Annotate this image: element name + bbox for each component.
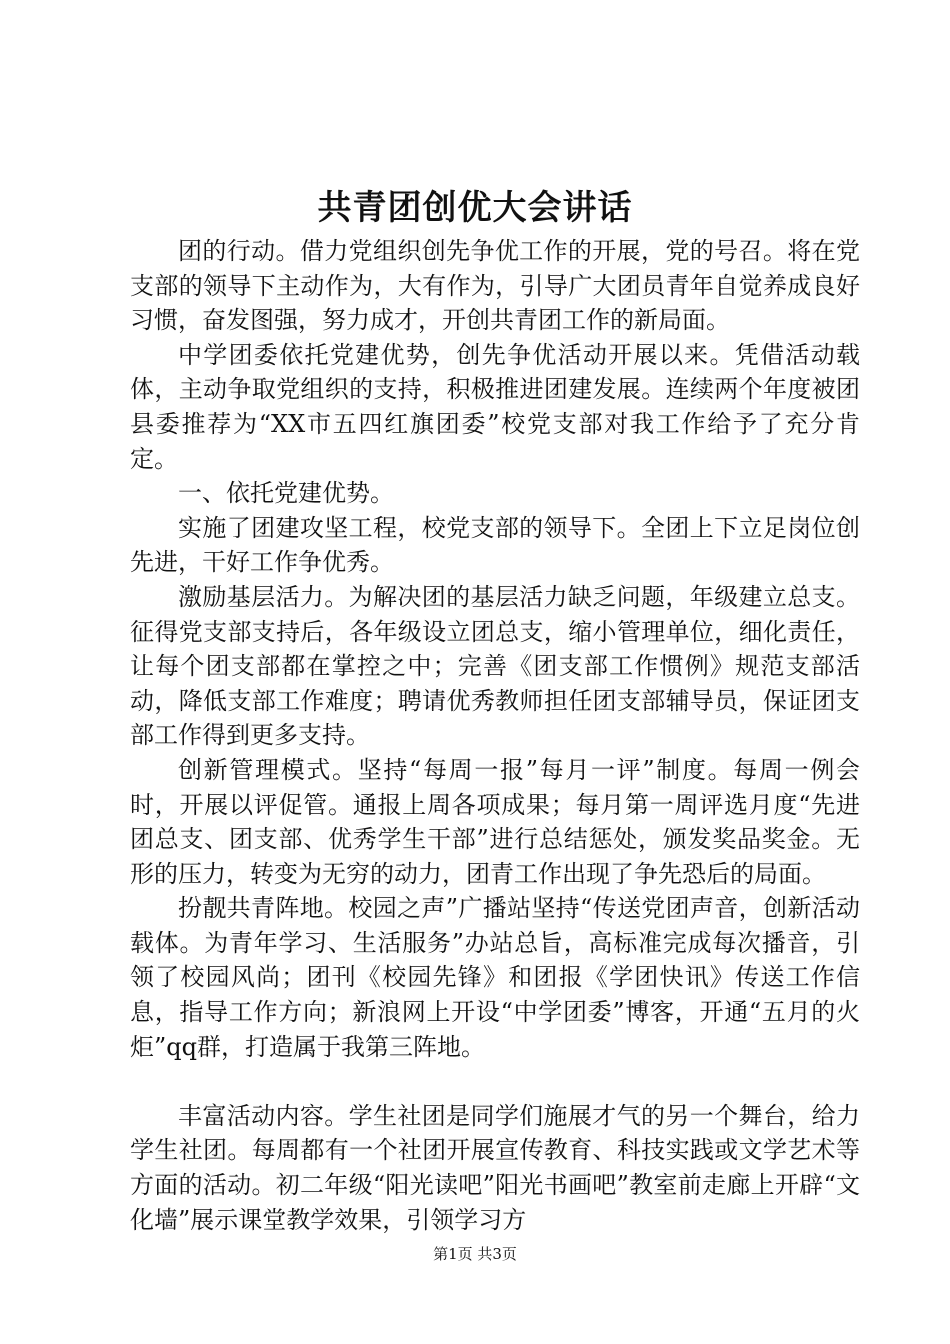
paragraph: 实施了团建攻坚工程，校党支部的领导下。全团上下立足岗位创先进，干好工作争优秀。 — [130, 513, 860, 577]
page-title: 共青团创优大会讲话 — [317, 188, 633, 228]
paragraph: 扮靓共青阵地。校园之声”广播站坚持“传送党团声音，创新活动载体。为青年学习、生活服务”办站总旨，高标准完成每次播音，引领了校园风尚；团刊《校园先锋》和团报《学团快讯》传送工作信息，指导工作方向；新浪网上开设“中学团委”博客，开通“五月的火炬”qq群，打造属于我第三阵地。 — [130, 894, 860, 1061]
section-heading: 一、依托党建优势。 — [178, 479, 394, 508]
paragraph: 激励基层活力。为解决团的基层活力缺乏问题，年级建立总支。征得党支部支持后，各年级设立团总支，缩小管理单位，细化责任，让每个团支部都在掌控之中；完善《团支部工作惯例》规范支部活动，降低支部工作难度；聘请优秀教师担任团支部辅导员，保证团支部工作得到更多支持。 — [130, 582, 860, 750]
page-footer: 第1页 共3页 — [433, 1245, 517, 1263]
paragraph: 团的行动。借力党组织创先争优工作的开展，党的号召。将在党支部的领导下主动作为，大有作为，引导广大团员青年自觉养成良好习惯，奋发图强，努力成才，开创共青团工作的新局面。 — [130, 237, 860, 335]
paragraph: 创新管理模式。坚持“每周一报”每月一评”制度。每周一例会时，开展以评促管。通报上周各项成果；每月第一周评选月度“先进团总支、团支部、优秀学生干部”进行总结惩处，颁发奖品奖金。无形的压力，转变为无穷的动力，团青工作出现了争先恐后的局面。 — [130, 755, 860, 888]
paragraph: 中学团委依托党建优势，创先争优活动开展以来。凭借活动载体，主动争取党组织的支持，积极推进团建发展。连续两个年度被团县委推荐为“XX市五四红旗团委”校党支部对我工作给予了充分肯定。 — [130, 340, 860, 473]
paragraph: 丰富活动内容。学生社团是同学们施展才气的另一个舞台，给力学生社团。每周都有一个社团开展宣传教育、科技实践或文学艺术等方面的活动。初二年级“阳光读吧”阳光书画吧”教室前走廊上开辟“文化墙”展示课堂教学效果，引领学习方 — [130, 1101, 860, 1234]
document-body — [130, 234, 860, 1237]
